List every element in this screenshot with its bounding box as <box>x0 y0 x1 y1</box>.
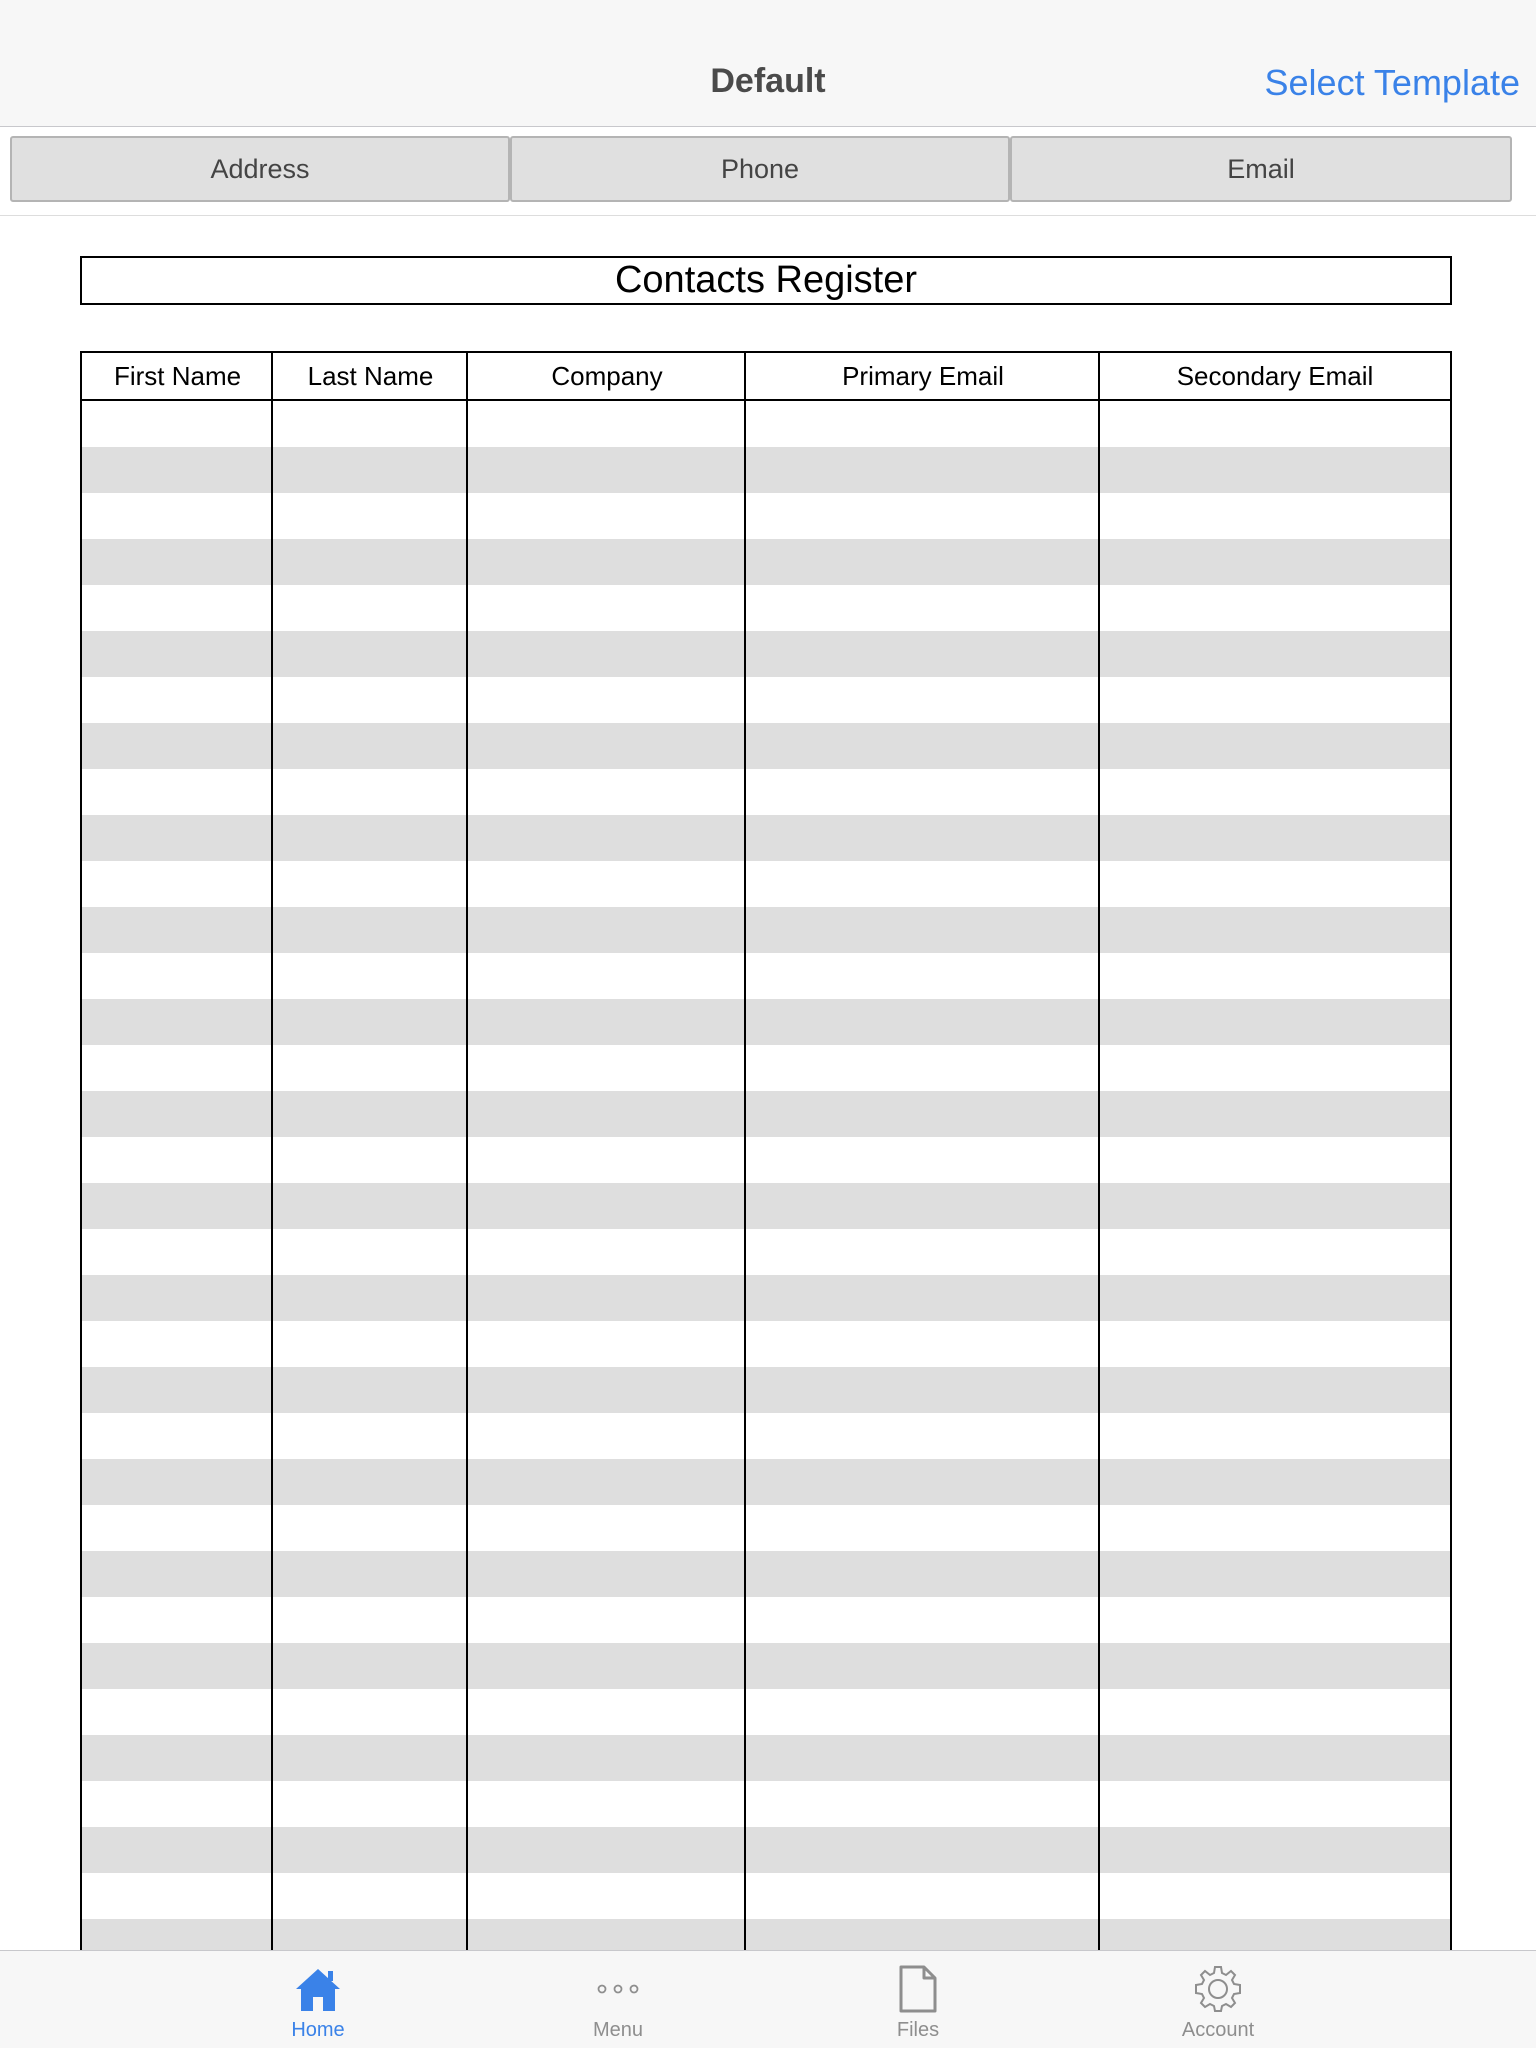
table-row[interactable] <box>82 1873 1450 1919</box>
table-row[interactable] <box>82 1597 1450 1643</box>
more-icon <box>593 1963 643 2015</box>
select-template-button[interactable]: Select Template <box>1264 62 1520 103</box>
table-row[interactable] <box>82 493 1450 539</box>
table-row[interactable] <box>82 401 1450 447</box>
table-row[interactable] <box>82 999 1450 1045</box>
table-row[interactable] <box>82 723 1450 769</box>
table-row[interactable] <box>82 1091 1450 1137</box>
column-header-secondary-email[interactable]: Secondary Email <box>1176 360 1374 391</box>
table-row[interactable] <box>82 447 1450 493</box>
table-row[interactable] <box>82 585 1450 631</box>
table-row[interactable] <box>82 1551 1450 1597</box>
table-row[interactable] <box>82 1919 1450 1950</box>
column-header-first-name[interactable]: First Name <box>113 360 242 391</box>
table-row[interactable] <box>82 1137 1450 1183</box>
table-row[interactable] <box>82 861 1450 907</box>
table-row[interactable] <box>82 953 1450 999</box>
column-divider <box>271 353 273 1950</box>
column-header-company[interactable]: Company <box>551 360 663 391</box>
column-divider <box>744 353 746 1950</box>
table-row[interactable] <box>82 1183 1450 1229</box>
table-row[interactable] <box>82 1689 1450 1735</box>
table-row[interactable] <box>82 631 1450 677</box>
tab-files[interactable] <box>818 1951 1018 2049</box>
page-title: Default <box>710 62 826 100</box>
table-row[interactable] <box>82 539 1450 585</box>
gear-icon <box>1193 1963 1243 2015</box>
column-divider <box>1098 353 1100 1950</box>
tab-label: Files <box>896 2019 940 2041</box>
table-row[interactable] <box>82 1643 1450 1689</box>
tab-label: Account <box>1181 2019 1255 2041</box>
table-row[interactable] <box>82 815 1450 861</box>
tab-label: Menu <box>592 2019 644 2041</box>
file-icon <box>893 1963 943 2015</box>
table-row[interactable] <box>82 1229 1450 1275</box>
table-row[interactable] <box>82 1459 1450 1505</box>
document-title[interactable]: Contacts Register <box>80 256 1452 305</box>
table-row[interactable] <box>82 1781 1450 1827</box>
segment-phone[interactable]: Phone <box>510 136 1010 202</box>
contacts-grid[interactable] <box>80 351 1452 1950</box>
segment-address[interactable]: Address <box>10 136 510 202</box>
column-header-last-name[interactable]: Last Name <box>307 360 434 391</box>
document-sheet[interactable] <box>0 216 1536 1950</box>
tab-menu[interactable] <box>518 1951 718 2049</box>
table-row[interactable] <box>82 769 1450 815</box>
grid-rows <box>82 401 1450 1950</box>
tab-label: Home <box>291 2019 345 2041</box>
table-row[interactable] <box>82 907 1450 953</box>
home-icon <box>293 1963 343 2015</box>
table-row[interactable] <box>82 677 1450 723</box>
table-row[interactable] <box>82 1413 1450 1459</box>
column-divider <box>466 353 468 1950</box>
tab-account[interactable] <box>1118 1951 1318 2049</box>
tab-bar <box>0 1950 1536 2048</box>
table-row[interactable] <box>82 1827 1450 1873</box>
table-row[interactable] <box>82 1505 1450 1551</box>
table-row[interactable] <box>82 1735 1450 1781</box>
grid-header <box>82 353 1450 401</box>
table-row[interactable] <box>82 1045 1450 1091</box>
table-row[interactable] <box>82 1367 1450 1413</box>
navigation-bar <box>0 0 1536 127</box>
table-row[interactable] <box>82 1275 1450 1321</box>
table-row[interactable] <box>82 1321 1450 1367</box>
segmented-control <box>0 128 1536 216</box>
column-header-primary-email[interactable]: Primary Email <box>842 360 1004 391</box>
tab-home[interactable] <box>218 1951 418 2049</box>
segment-email[interactable]: Email <box>1010 136 1512 202</box>
